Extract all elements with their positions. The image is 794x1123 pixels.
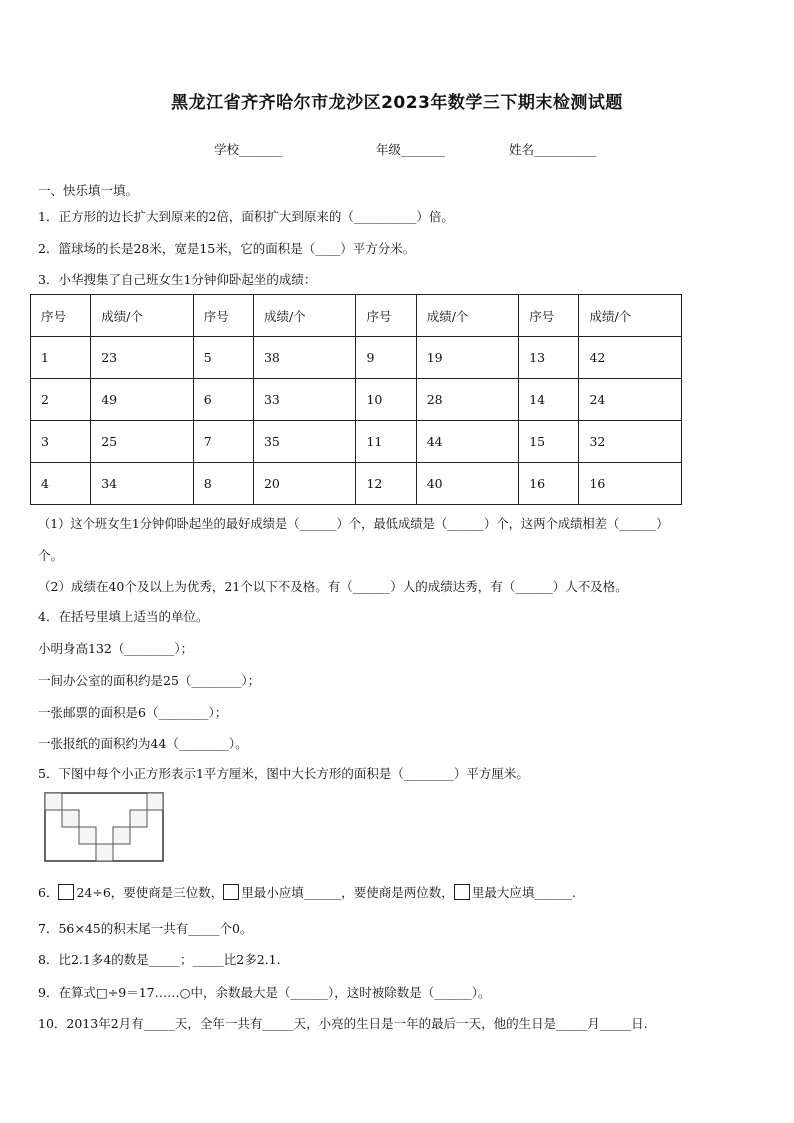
unit-square [113, 827, 130, 844]
table-cell: 7 [193, 421, 253, 463]
table-row [31, 295, 682, 337]
table-cell: 1 [31, 337, 91, 379]
table-cell: 15 [519, 421, 579, 463]
table-cell: 8 [193, 463, 253, 505]
question-8: 8．比2.1多4的数是_____；_____比2多2.1. [38, 952, 281, 967]
table-cell: 40 [416, 463, 519, 505]
blank-box [223, 884, 239, 900]
table-cell: 9 [356, 337, 416, 379]
table-header-cell: 成绩/个 [416, 295, 519, 337]
question-2: 2．篮球场的长是28米，宽是15米，它的面积是（____）平方分米。 [38, 241, 416, 256]
table-row [31, 337, 682, 379]
question-4-a: 小明身高132（________）； [38, 641, 194, 656]
table-header-cell: 序号 [193, 295, 253, 337]
score-table [30, 294, 682, 505]
question-1: 1．正方形的边长扩大到原来的2倍，面积扩大到原来的（__________）倍。 [38, 209, 454, 224]
table-header-cell: 序号 [519, 295, 579, 337]
question-3-part-2: （2）成绩在40个及以上为优秀，21个以下不及格。有（______）人的成绩达秀，有（______）人不及格。 [38, 579, 628, 594]
table-row [31, 421, 682, 463]
table-cell: 38 [253, 337, 356, 379]
unit-square [96, 844, 113, 861]
blank-box [454, 884, 470, 900]
page-title: 黑龙江省齐齐哈尔市龙沙区2023年数学三下期末检测试题 [171, 93, 623, 113]
table-cell: 32 [579, 421, 682, 463]
grade-field: 年级_______ [376, 142, 445, 157]
table-cell: 16 [519, 463, 579, 505]
unit-square [147, 793, 163, 810]
table-cell: 34 [91, 463, 194, 505]
table-cell: 2 [31, 379, 91, 421]
question-3: 3．小华搜集了自己班女生1分钟仰卧起坐的成绩： [38, 272, 317, 287]
table-header-cell: 序号 [356, 295, 416, 337]
table-cell: 4 [31, 463, 91, 505]
question-4-b: 一间办公室的面积约是25（________）； [38, 673, 261, 688]
table-cell: 49 [91, 379, 194, 421]
table-cell: 14 [519, 379, 579, 421]
table-cell: 44 [416, 421, 519, 463]
question-3-part-1-cont: 个。 [38, 548, 64, 563]
table-row [31, 463, 682, 505]
blank-box [58, 884, 74, 900]
table-header-cell: 成绩/个 [91, 295, 194, 337]
unit-square [130, 810, 147, 827]
name-field: 姓名__________ [509, 142, 597, 157]
table-cell: 20 [253, 463, 356, 505]
table-cell: 19 [416, 337, 519, 379]
table-cell: 35 [253, 421, 356, 463]
table-cell: 5 [193, 337, 253, 379]
question-7: 7．56×45的积末尾一共有_____个0。 [38, 921, 253, 936]
table-cell: 24 [579, 379, 682, 421]
table-cell: 42 [579, 337, 682, 379]
area-figure [44, 792, 166, 864]
question-4-d: 一张报纸的面积约为44（________）。 [38, 736, 248, 751]
question-6-part: 里最大应填______. [471, 885, 576, 900]
table-cell: 3 [31, 421, 91, 463]
table-cell: 25 [91, 421, 194, 463]
table-cell: 23 [91, 337, 194, 379]
question-6-number: 6． [38, 885, 59, 900]
question-4: 4．在括号里填上适当的单位。 [38, 609, 209, 624]
school-field: 学校_______ [214, 142, 283, 157]
unit-square [79, 827, 96, 844]
question-5: 5．下图中每个小正方形表示1平方厘米，图中大长方形的面积是（________）平方厘米。 [38, 766, 529, 781]
table-row [31, 379, 682, 421]
section-heading: 一、快乐填一填。 [38, 183, 139, 198]
table-header-cell: 成绩/个 [579, 295, 682, 337]
table-header-cell: 成绩/个 [253, 295, 356, 337]
table-cell: 33 [253, 379, 356, 421]
question-6-part: 24÷6，要使商是三位数， [76, 885, 224, 900]
question-6-part: 里最小应填______，要使商是两位数， [241, 885, 454, 900]
table-cell: 13 [519, 337, 579, 379]
unit-square [62, 810, 79, 827]
table-cell: 12 [356, 463, 416, 505]
table-cell: 16 [579, 463, 682, 505]
question-4-c: 一张邮票的面积是6（________）； [38, 705, 228, 720]
table-cell: 10 [356, 379, 416, 421]
table-header-cell: 序号 [31, 295, 91, 337]
question-3-part-1: （1）这个班女生1分钟仰卧起坐的最好成绩是（______）个，最低成绩是（______）个，这两个成绩相差（______） [38, 517, 669, 531]
question-10: 10．2013年2月有_____天，全年一共有_____天，小亮的生日是一年的最后一天，他的生日是_____月_____日. [38, 1016, 648, 1031]
unit-square [45, 793, 62, 810]
table-cell: 28 [416, 379, 519, 421]
question-6 [38, 883, 576, 901]
table-cell: 6 [193, 379, 253, 421]
table-cell: 11 [356, 421, 416, 463]
question-9: 9．在算式□÷9＝17……○中，余数最大是（______），这时被除数是（______）。 [38, 985, 491, 1000]
